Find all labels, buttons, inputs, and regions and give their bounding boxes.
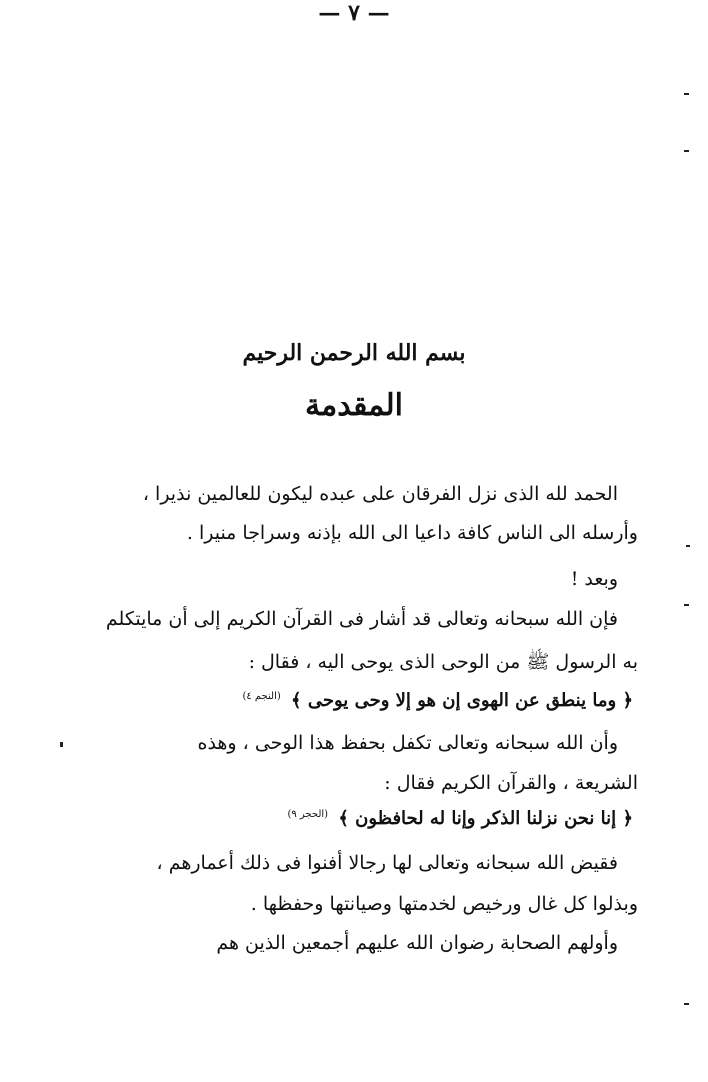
page-title: المقدمة [305,388,403,423]
paragraph-line: وبعد ! [570,568,618,590]
scan-mark [684,93,689,95]
paragraph-line: الشريعة ، والقرآن الكريم فقال : [384,772,638,794]
quran-verse [287,808,633,829]
paragraph-line: وأرسله الى الناس كافة داعيا الى الله بإذنه وسراجا منيرا . [186,522,638,544]
paragraph-line: به الرسول ﷺ من الوحى الذى يوحى اليه ، فقال : [248,651,638,673]
scan-mark [684,604,689,606]
verse-reference: (النجم ٤) [242,691,281,702]
verse-text: ﴿ إنا نحن نزلنا الذكر وإنا له لحافظون ﴾ [338,808,633,829]
paragraph-line: فقيض الله سبحانه وتعالى لها رجالا أفنوا فى ذلك أعمارهم ، [156,852,618,874]
verse-text: ﴿ وما ينطق عن الهوى إن هو إلا وحى يوحى ﴾ [291,690,633,711]
paragraph-line: فإن الله سبحانه وتعالى قد أشار فى القرآن الكريم إلى أن مايتكلم [105,608,618,630]
scan-mark [684,1003,689,1005]
quran-verse [242,690,633,711]
paragraph-line: وبذلوا كل غال ورخيص لخدمتها وصيانتها وحفظها . [250,893,638,915]
paragraph-line: الحمد لله الذى نزل الفرقان على عبده ليكون للعالمين نذيرا ، [142,483,618,505]
page-number: — ٧ — [318,0,390,26]
scan-mark [60,742,63,747]
scan-mark [684,150,689,152]
paragraph-line: وأولهم الصحابة رضوان الله عليهم أجمعين الذين هم [216,932,618,954]
paragraph-line: وأن الله سبحانه وتعالى تكفل بحفظ هذا الوحى ، وهذه [197,732,618,754]
scan-mark [686,545,690,547]
verse-reference: (الحجر ٩) [287,809,329,820]
basmala-heading: بسم الله الرحمن الرحيم [242,340,466,366]
